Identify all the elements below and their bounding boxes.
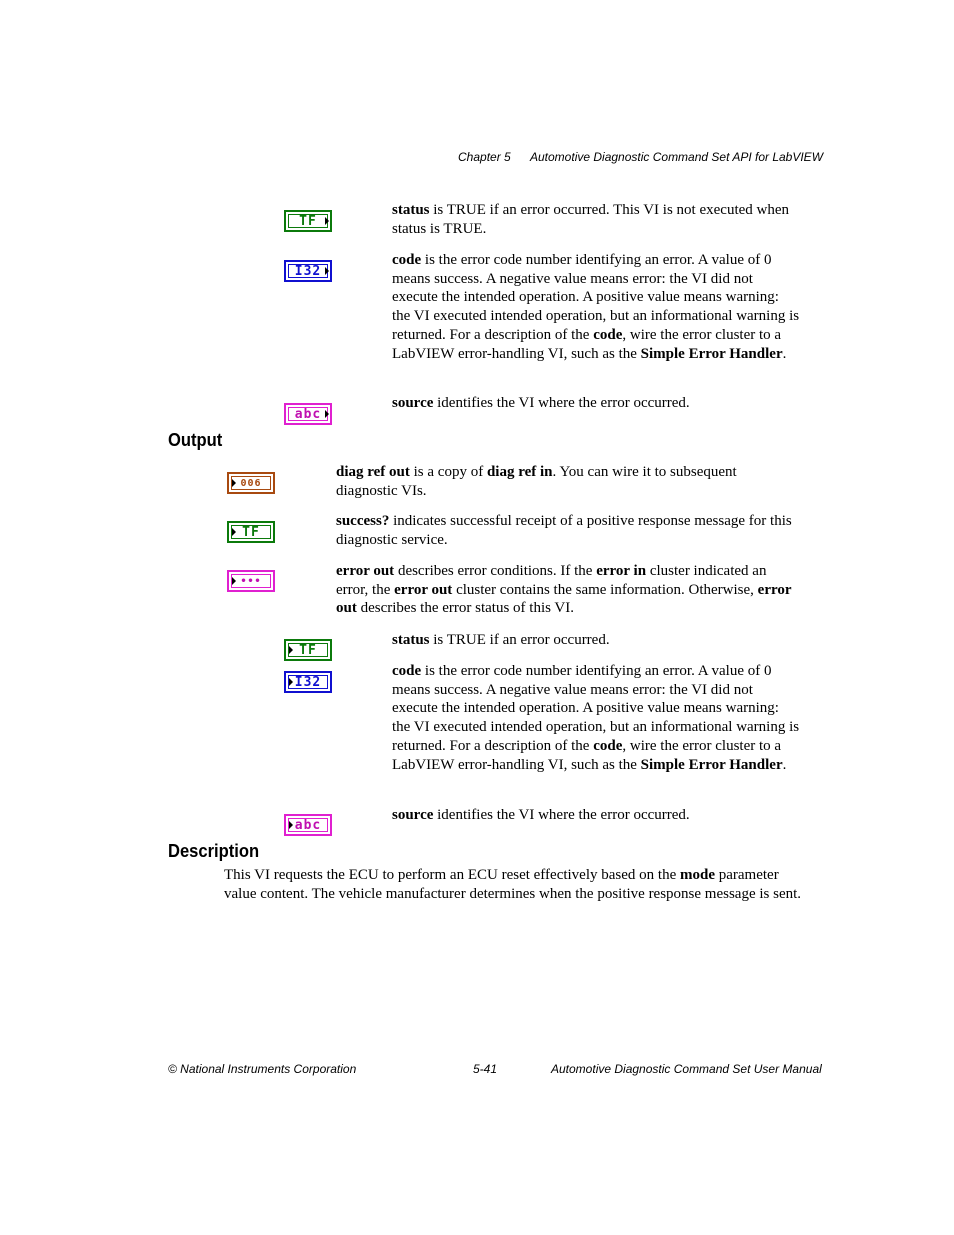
header-chapter: Chapter 5 (458, 150, 511, 164)
description-heading: Description (168, 841, 260, 861)
code-out-description: code is the error code number identifying an error. A value of 0 means success. A negative value means error: the VI did not execute the intended operation. A positive value means warning: the VI executed intended operation, but an informational warning is returned. For a description of the code, wire the error cluster to a LabVIEW error-handling VI, such as the Simple Error Handler. (392, 663, 800, 773)
diag-ref-out-icon: 006 (227, 472, 275, 494)
boolean-indicator-icon: TF (284, 210, 332, 232)
source-out-description: source identifies the VI where the error occurred. (392, 807, 690, 823)
success-description: success? indicates successful receipt of a positive response message for this diagnostic service. (336, 513, 792, 548)
i32-indicator-icon: I32 (284, 260, 332, 282)
diag-ref-out-description: diag ref out is a copy of diag ref in. You can wire it to subsequent diagnostic VIs. (336, 464, 737, 499)
success-indicator-icon: TF (227, 521, 275, 543)
code-description: code is the error code number identifying an error. A value of 0 means success. A negative value means error: the VI did not execute the intended operation. A positive value means warning: the VI executed intended operation, but an informational warning is returned. For a description of the code, wire the error cluster to a LabVIEW error-handling VI, such as the Simple Error Handler. (392, 252, 800, 362)
header-title: Automotive Diagnostic Command Set API for LabVIEW (530, 150, 824, 164)
source-description: source identifies the VI where the error occurred. (392, 395, 690, 411)
string-indicator-icon: abc (284, 403, 332, 425)
output-heading: Output (168, 430, 223, 450)
description-body: This VI requests the ECU to perform an ECU reset effectively based on the mode parameter value content. The vehicle manufacturer determines when the positive response message is sent. (224, 867, 802, 902)
footer-manual-title: Automotive Diagnostic Command Set User Manual (551, 1062, 822, 1076)
i32-indicator-icon: I32 (284, 671, 332, 693)
error-out-description: error out describes error conditions. If the error in cluster indicated an error, the error out cluster contains the same information. Otherwise, error out describes the error status of this VI. (336, 563, 792, 617)
error-cluster-icon: ••• (227, 570, 275, 592)
status-out-description: status is TRUE if an error occurred. (392, 632, 610, 648)
footer-page-number: 5-41 (473, 1062, 498, 1076)
footer-copyright: © National Instruments Corporation (168, 1062, 357, 1076)
status-description: status is TRUE if an error occurred. This VI is not executed when status is TRUE. (392, 202, 790, 237)
boolean-indicator-icon: TF (284, 639, 332, 661)
string-indicator-icon: abc (284, 814, 332, 836)
